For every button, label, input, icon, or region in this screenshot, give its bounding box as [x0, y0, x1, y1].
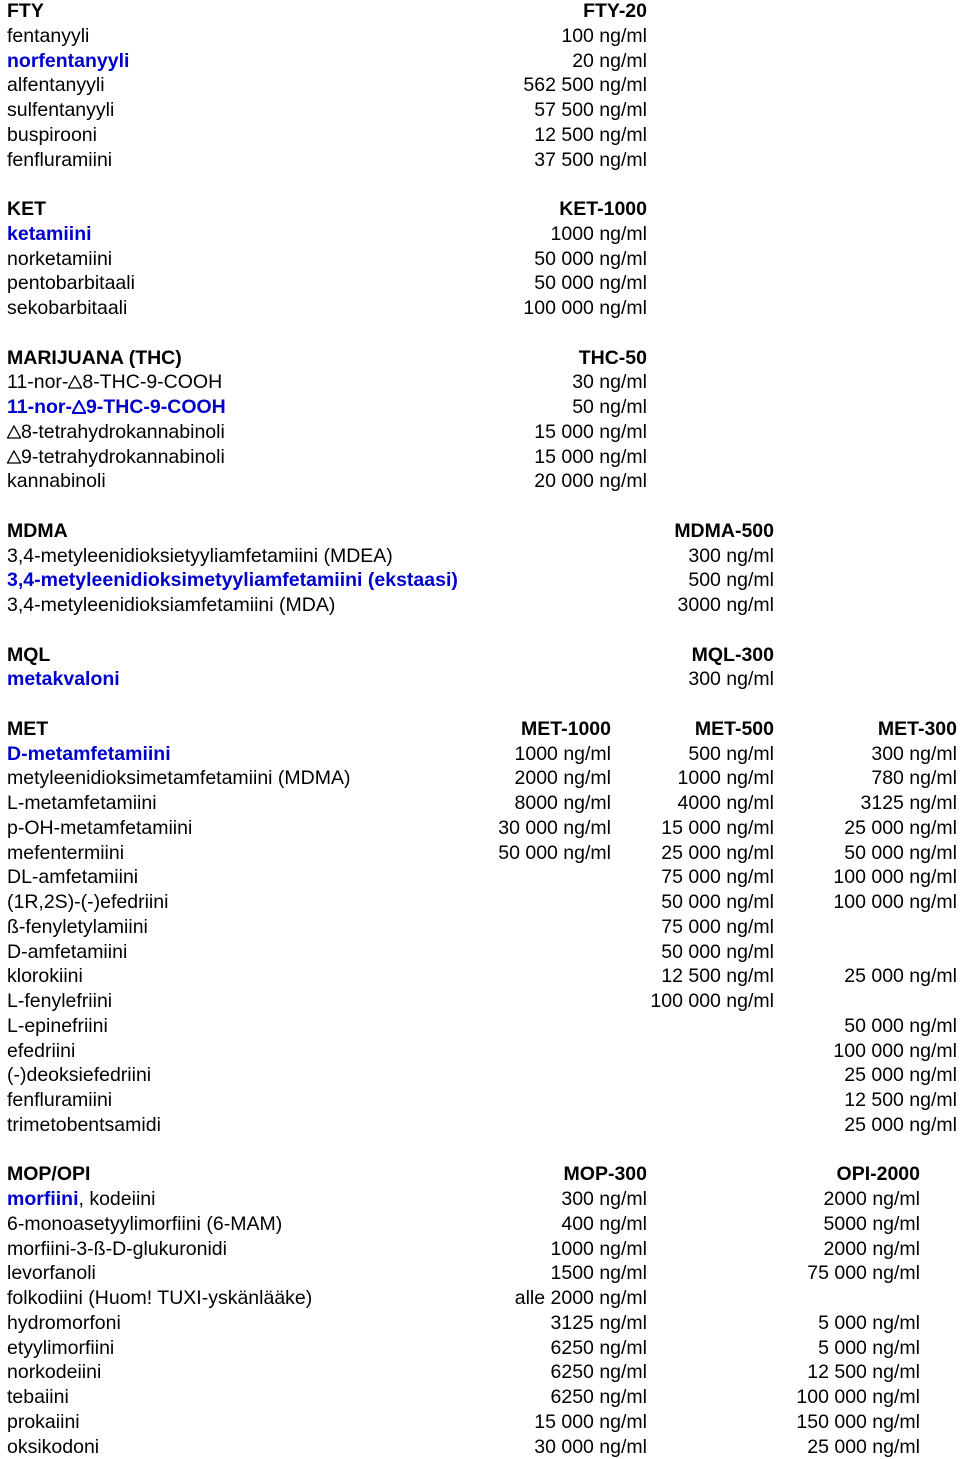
concentration-value: 30 ng/ml [572, 371, 647, 394]
column-header: KET-1000 [559, 198, 647, 220]
concentration-value: 20 000 ng/ml [534, 470, 647, 493]
concentration-value: 300 ng/ml [688, 544, 774, 567]
substance-name: L-epinefriini [7, 1014, 108, 1037]
substance-name: L-metamfetamiini [7, 792, 157, 814]
table-row [0, 989, 960, 1013]
concentration-value: 12 500 ng/ml [844, 1089, 957, 1111]
concentration-value: 1000 ng/ml [514, 742, 611, 765]
concentration-value: 50 000 ng/ml [498, 841, 611, 864]
table-row [0, 766, 960, 790]
concentration-value: 500 ng/ml [688, 569, 774, 592]
substance-name: 3,4-metyleenidioksietyyliamfetamiini (MDEA) [7, 544, 393, 567]
concentration-value: 3125 ng/ml [550, 1311, 647, 1334]
concentration-value: 2000 ng/ml [514, 767, 611, 790]
section-header [0, 717, 960, 741]
concentration-value: 5000 ng/ml [823, 1212, 920, 1235]
substance-name [7, 420, 225, 444]
table-row [0, 544, 960, 568]
concentration-value: 6250 ng/ml [550, 1336, 647, 1359]
table-row [0, 123, 960, 147]
substance-name: ß-fenyletylamiini [7, 915, 148, 938]
table-row [0, 940, 960, 964]
section-title: MOP/OPI [7, 1163, 91, 1186]
table-row [0, 98, 960, 122]
concentration-value: 1000 ng/ml [677, 767, 774, 790]
concentration-value: 100 ng/ml [561, 24, 647, 47]
table-row [0, 1039, 960, 1063]
concentration-value: 150 000 ng/ml [796, 1410, 920, 1433]
substance-name: 6-monoasetyylimorfiini (6-MAM) [7, 1212, 283, 1235]
concentration-value: 25 000 ng/ml [844, 965, 957, 988]
concentration-value: 562 500 ng/ml [523, 74, 647, 97]
concentration-value: 5 000 ng/ml [818, 1311, 920, 1334]
table-row [0, 370, 960, 394]
table-row [0, 791, 960, 815]
substance-name [7, 445, 225, 469]
column-header: MET-1000 [521, 717, 611, 740]
table-row [0, 667, 960, 691]
table-row [0, 1385, 960, 1409]
concentration-value: 300 ng/ml [871, 742, 957, 765]
table-row [0, 420, 960, 444]
substance-name: pentobarbitaali [7, 272, 135, 295]
concentration-value: 25 000 ng/ml [807, 1435, 920, 1458]
substance-name: buspirooni [7, 123, 97, 146]
concentration-value: 300 ng/ml [561, 1188, 647, 1210]
section-header [0, 1162, 960, 1186]
substance-name: 3,4-metyleenidioksimetyyliamfetamiini (ekstaasi) [7, 569, 458, 592]
concentration-value: 20 ng/ml [572, 49, 647, 72]
concentration-value: 12 500 ng/ml [534, 123, 647, 146]
concentration-value: 30 000 ng/ml [534, 1435, 647, 1458]
substance-name: 3,4-metyleenidioksiamfetamiini (MDA) [7, 594, 336, 616]
column-header: OPI-2000 [836, 1163, 920, 1186]
concentration-value: 25 000 ng/ml [844, 1064, 957, 1087]
concentration-value: 300 ng/ml [688, 668, 774, 691]
table-row [0, 1212, 960, 1236]
table-row [0, 1410, 960, 1434]
substance-name: oksikodoni [7, 1435, 100, 1458]
column-header: MET-300 [877, 717, 957, 740]
concentration-value: 25 000 ng/ml [661, 841, 774, 864]
substance-name [7, 395, 226, 419]
table-row [0, 247, 960, 271]
concentration-value: 50 000 ng/ml [534, 272, 647, 295]
concentration-value: alle 2000 ng/ml [514, 1287, 647, 1309]
concentration-value: 100 000 ng/ml [833, 1039, 957, 1062]
substance-name: ketamiini [7, 222, 92, 245]
table-row [0, 395, 960, 419]
substance-name: norfentanyyli [7, 49, 130, 72]
table-row [0, 271, 960, 295]
substance-name-suffix: 9-THC-9-COOH [86, 396, 226, 418]
table-row [0, 1435, 960, 1459]
substance-name: fenfluramiini [7, 1089, 113, 1111]
column-header: MDMA-500 [674, 519, 774, 542]
concentration-value: 4000 ng/ml [677, 792, 774, 814]
substance-name: levorfanoli [7, 1262, 96, 1285]
delta-icon [72, 400, 86, 414]
substance-name: etyylimorfiini [7, 1336, 115, 1359]
substance-name: prokaiini [7, 1410, 80, 1433]
substance-name: DL-amfetamiini [7, 866, 139, 889]
concentration-value: 100 000 ng/ml [523, 297, 647, 319]
concentration-value: 25 000 ng/ml [844, 816, 957, 839]
table-row [0, 1088, 960, 1112]
section-header [0, 0, 960, 23]
concentration-value: 3125 ng/ml [860, 792, 957, 814]
substance-name: fentanyyli [7, 24, 90, 47]
section-header [0, 519, 960, 543]
substance-name: p-OH-metamfetamiini [7, 816, 193, 839]
substance-name: fenfluramiini [7, 148, 113, 171]
table-row [0, 296, 960, 320]
substance-name: (1R,2S)-(-)efedriini [7, 891, 169, 913]
section-title: MET [7, 717, 49, 740]
table-row [0, 1063, 960, 1087]
substance-name: klorokiini [7, 965, 83, 988]
concentration-value: 50 ng/ml [572, 396, 647, 418]
section-header [0, 643, 960, 667]
section-title: MDMA [7, 519, 68, 542]
substance-name [7, 1187, 155, 1211]
column-header: MQL-300 [691, 643, 774, 666]
delta-icon [7, 425, 21, 439]
table-row [0, 469, 960, 493]
substance-name: sekobarbitaali [7, 297, 128, 319]
substance-name: norketamiini [7, 247, 113, 270]
table-row [0, 148, 960, 172]
table-row [0, 568, 960, 592]
table-row [0, 24, 960, 48]
concentration-value: 1000 ng/ml [550, 222, 647, 245]
concentration-value: 12 500 ng/ml [807, 1361, 920, 1384]
concentration-value: 50 000 ng/ml [844, 1014, 957, 1037]
substance-name: L-fenylefriini [7, 990, 113, 1012]
substance-name: mefentermiini [7, 841, 125, 864]
section-header [0, 346, 960, 370]
column-header: MET-500 [694, 717, 774, 740]
concentration-value: 75 000 ng/ml [807, 1262, 920, 1285]
substance-name: metakvaloni [7, 668, 120, 691]
table-row [0, 1261, 960, 1285]
concentration-value: 5 000 ng/ml [818, 1336, 920, 1359]
table-row [0, 1336, 960, 1360]
section-title: KET [7, 198, 46, 220]
concentration-value: 30 000 ng/ml [498, 816, 611, 839]
table-row [0, 915, 960, 939]
table-row [0, 73, 960, 97]
table-row [0, 816, 960, 840]
substance-name: hydromorfoni [7, 1311, 121, 1334]
concentration-value: 2000 ng/ml [823, 1237, 920, 1260]
substance-name: D-amfetamiini [7, 940, 128, 963]
concentration-value: 50 000 ng/ml [661, 891, 774, 913]
section-title: MARIJUANA (THC) [7, 346, 182, 369]
column-header: MOP-300 [563, 1163, 647, 1186]
table-row [0, 1187, 960, 1211]
concentration-value: 6250 ng/ml [550, 1361, 647, 1384]
concentration-value: 15 000 ng/ml [534, 420, 647, 443]
table-row [0, 890, 960, 914]
concentration-value: 3000 ng/ml [677, 594, 774, 616]
table-row [0, 841, 960, 865]
concentration-value: 100 000 ng/ml [796, 1386, 920, 1408]
concentration-value: 12 500 ng/ml [661, 965, 774, 988]
concentration-value: 50 000 ng/ml [534, 247, 647, 270]
substance-name [7, 370, 222, 394]
concentration-value: 100 000 ng/ml [650, 990, 774, 1012]
table-row [0, 445, 960, 469]
concentration-value: 1000 ng/ml [550, 1237, 647, 1260]
substance-name: trimetobentsamidi [7, 1113, 161, 1136]
concentration-value: 37 500 ng/ml [534, 148, 647, 171]
delta-icon [7, 450, 21, 464]
substance-name: D-metamfetamiini [7, 742, 171, 765]
concentration-value: 2000 ng/ml [823, 1188, 920, 1210]
substance-name: metyleenidioksimetamfetamiini (MDMA) [7, 767, 351, 790]
table-row [0, 222, 960, 246]
concentration-value: 8000 ng/ml [514, 792, 611, 814]
substance-name-suffix: 9-tetrahydrokannabinoli [21, 445, 225, 468]
substance-name: morfiini-3-ß-D-glukuronidi [7, 1237, 227, 1260]
table-row [0, 1014, 960, 1038]
substance-name: (-)deoksiefedriini [7, 1064, 152, 1087]
concentration-value: 50 000 ng/ml [661, 940, 774, 963]
concentration-value: 15 000 ng/ml [534, 1410, 647, 1433]
substance-name-highlight: morfiini [7, 1188, 79, 1210]
section-header [0, 197, 960, 221]
section-title: MQL [7, 643, 51, 666]
substance-name-suffix: 8-THC-9-COOH [82, 371, 223, 394]
substance-name-suffix: 8-tetrahydrokannabinoli [21, 420, 225, 443]
substance-name: efedriini [7, 1039, 76, 1062]
concentration-value: 1500 ng/ml [550, 1262, 647, 1285]
concentration-value: 15 000 ng/ml [661, 816, 774, 839]
concentration-value: 75 000 ng/ml [661, 915, 774, 938]
table-row [0, 1237, 960, 1261]
concentration-value: 6250 ng/ml [550, 1386, 647, 1408]
table-row [0, 49, 960, 73]
concentration-value: 15 000 ng/ml [534, 445, 647, 468]
substance-name: sulfentanyyli [7, 99, 115, 121]
concentration-value: 25 000 ng/ml [844, 1113, 957, 1136]
column-header: FTY-20 [583, 0, 647, 22]
table-row [0, 865, 960, 889]
substance-name-prefix: 11-nor- [7, 371, 69, 394]
substance-name: folkodiini (Huom! TUXI-yskänlääke) [7, 1287, 313, 1309]
substance-name: alfentanyyli [7, 74, 105, 97]
table-row [0, 1286, 960, 1310]
substance-name: norkodeiini [7, 1361, 102, 1384]
substance-name: kannabinoli [7, 470, 106, 493]
concentration-value: 75 000 ng/ml [661, 866, 774, 889]
concentration-value: 50 000 ng/ml [844, 841, 957, 864]
concentration-value: 400 ng/ml [561, 1212, 647, 1235]
substance-name-rest: , kodeiini [78, 1188, 156, 1210]
concentration-value: 100 000 ng/ml [833, 866, 957, 889]
table-row [0, 1360, 960, 1384]
table-row [0, 964, 960, 988]
table-row [0, 1113, 960, 1137]
concentration-value: 57 500 ng/ml [534, 99, 647, 121]
substance-name: tebaiini [7, 1386, 69, 1408]
column-header: THC-50 [578, 346, 647, 369]
table-row [0, 1311, 960, 1335]
concentration-value: 100 000 ng/ml [833, 891, 957, 913]
substance-name-prefix: 11-nor- [7, 396, 73, 418]
table-row [0, 593, 960, 617]
section-title: FTY [7, 0, 44, 22]
concentration-value: 780 ng/ml [871, 767, 957, 790]
concentration-value: 500 ng/ml [688, 742, 774, 765]
table-row [0, 742, 960, 766]
delta-icon [68, 375, 82, 389]
